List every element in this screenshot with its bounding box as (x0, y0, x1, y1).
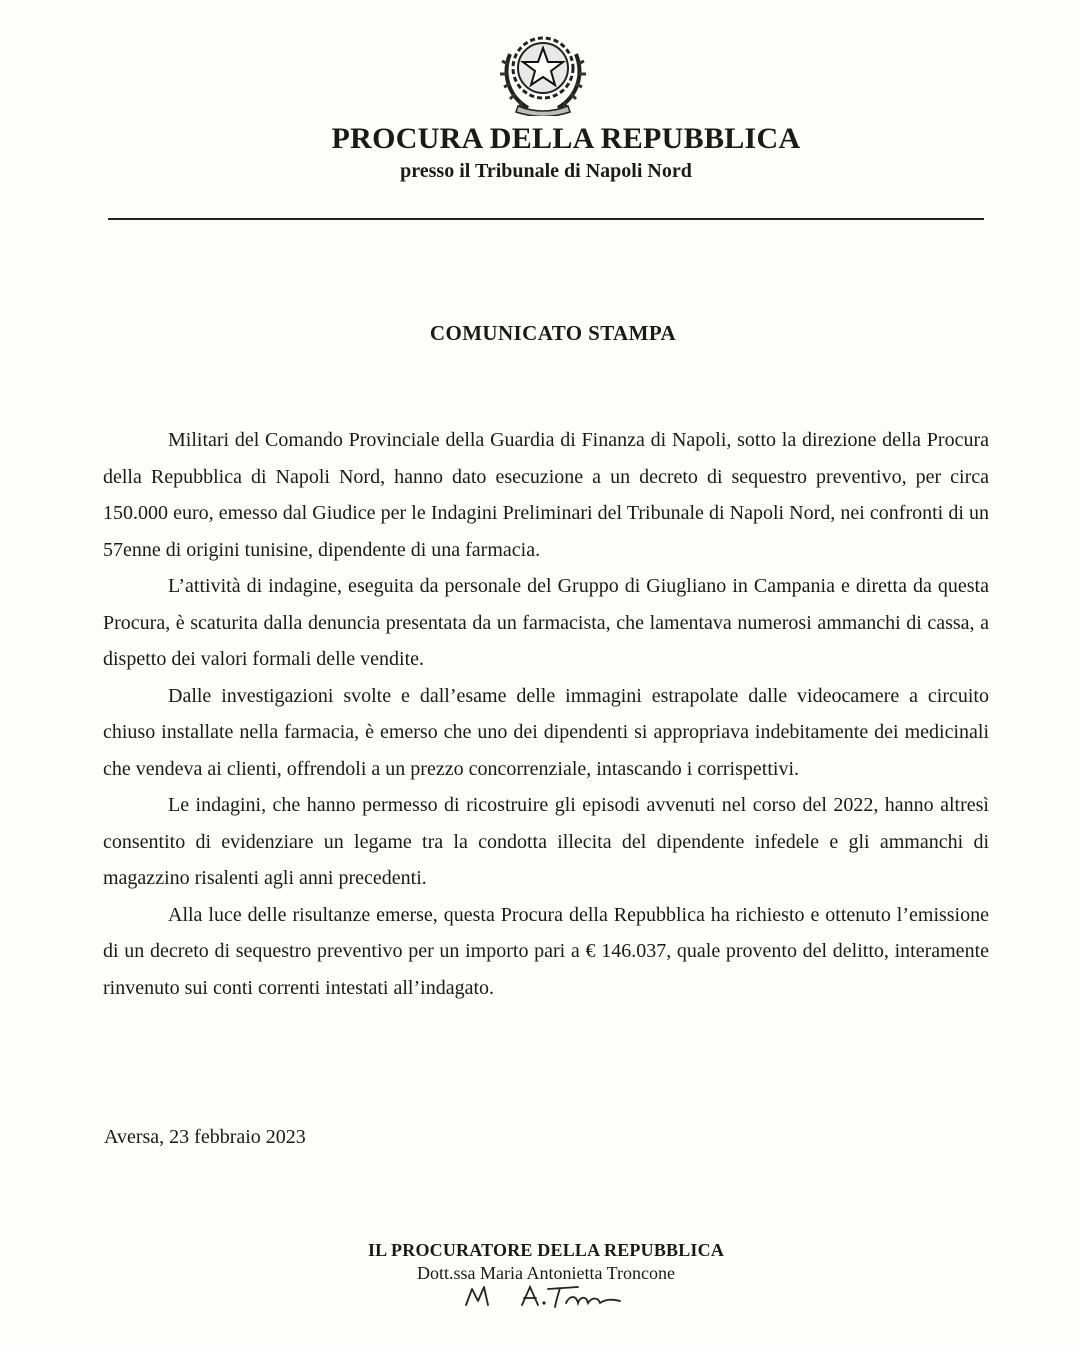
office-subtitle: presso il Tribunale di Napoli Nord (400, 160, 692, 182)
paragraph-5: Alla luce delle risultanze emerse, questa Procura della Repubblica ha richiesto e ottenuto l’emissione di un decreto di sequestro preventivo per un importo pari a € 146.037, quale provento del delitto, interamente rinvenuto sui conti correnti intestati all’indagato. (103, 903, 989, 999)
signer-role: IL PROCURATORE DELLA REPUBBLICA (367, 1240, 725, 1260)
italian-republic-emblem (498, 24, 588, 116)
paragraph-1: Militari del Comando Provinciale della Guardia di Finanza di Napoli, sotto la direzione della Procura della Repubblica di Napoli Nord, hanno dato esecuzione a un decreto di sequestro preventivo, per circa 150.000 euro, emesso dal Giudice per le Indagini Preliminari del Tribunale di Napoli Nord, nei confronti di un 57enne di origini tunisine, dipendente di una farmacia. (103, 429, 989, 561)
paragraph-4: Le indagini, che hanno permesso di ricostruire gli episodi avvenuti nel corso del 2022, hanno altresì consentito di evidenziare un legame tra la condotta illecita del dipendente infedele e gli ammanchi di magazzino risalenti agli anni precedenti. (103, 794, 989, 889)
paragraph-3: Dalle investigazioni svolte e dall’esame delle immagini estrapolate dalle videocamere a circuito chiuso installate nella farmacia, è emerso che uno dei dipendenti si appropriava indebitamente dei medicinali che vendeva ai clienti, offrendoli a un prezzo concorrenziale, intascando i corrispettivi. (103, 684, 989, 780)
office-title: PROCURA DELLA REPUBBLICA (331, 122, 801, 155)
place-and-date: Aversa, 23 febbraio 2023 (104, 1126, 306, 1148)
document-title: COMUNICATO STAMPA (429, 321, 677, 345)
signer-name: Dott.ssa Maria Antonietta Troncone (417, 1263, 675, 1283)
star-icon (498, 24, 588, 116)
header-divider (108, 218, 984, 220)
paragraph-2: L’attività di indagine, eseguita da personale del Gruppo di Giugliano in Campania e diretta da questa Procura, è scaturita dalla denuncia presentata da un farmacista, che lamentava numerosi ammanchi di cassa, a dispetto dei valori formali delle vendite. (103, 575, 989, 670)
press-release-body (103, 422, 989, 1006)
handwritten-signature (460, 1279, 630, 1315)
